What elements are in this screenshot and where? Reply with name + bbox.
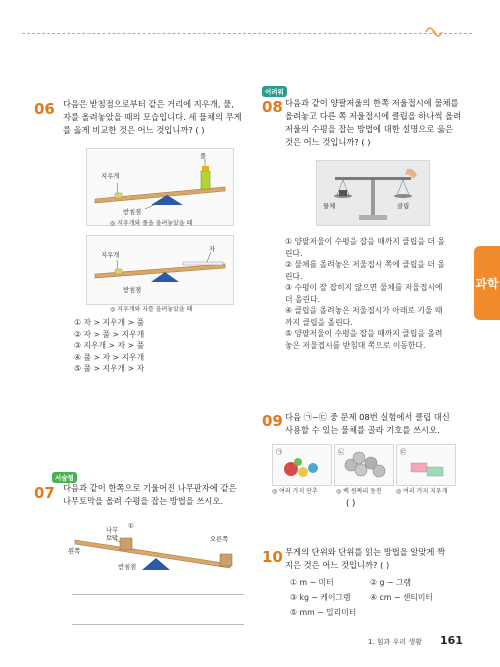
- q06-figure1-caption: ◎ 지우개와 풀을 올려놓았을 때: [110, 220, 193, 227]
- eraser-label: 지우개: [101, 252, 120, 259]
- q07-tag-badge: 서술형: [52, 472, 77, 483]
- q06-text-line1: 다음은 받침점으로부터 같은 거리에 지우개, 풀,: [63, 99, 234, 109]
- q06-figure2-caption: ◎ 지우개와 자를 올려놓았을 때: [110, 306, 193, 313]
- seesaw-glue-eraser-drawing: [87, 149, 233, 225]
- q10-text-line2: 지은 것은 어느 것입니까? ( ): [285, 560, 390, 570]
- q09-text-line2: 사용할 수 있는 물체를 골라 기호를 쓰시오.: [285, 425, 440, 435]
- q06-text-line3: 를 옳게 비교한 것은 어느 것입니까? ( ): [63, 125, 205, 135]
- q08-option-3-line1: ③ 수평이 잘 잡히지 않으면 물체를 저울접시에: [285, 283, 443, 292]
- clip-label: 클립: [397, 203, 410, 210]
- q08-option-1-line2: 린다.: [285, 248, 303, 258]
- q09-caption-2: ◎ 백 원짜리 동전: [336, 488, 382, 495]
- q06-option-3[interactable]: ③ 지우개 > 자 > 풀: [74, 341, 145, 350]
- q08-number: 08: [262, 98, 283, 116]
- q08-option-1-line1: ① 양팔저울이 수평을 잡을 때까지 클립을 더 올: [285, 237, 445, 246]
- q07-figure: [60, 516, 240, 576]
- q10-text-line1: 무게의 단위와 단위를 읽는 방법을 알맞게 짝: [285, 547, 446, 557]
- glue-label: 풀: [200, 153, 207, 160]
- q08-option-2-line1: ② 물체를 올려놓은 저울접시 쪽에 클립을 더 올: [285, 260, 445, 269]
- right-label: 오른쪽: [210, 536, 229, 543]
- q09-item-coins[interactable]: [334, 444, 394, 486]
- q09-caption-3: ◎ 여러 가지 지우개: [396, 488, 448, 495]
- ruler-label: 자: [209, 246, 216, 253]
- q08-option-2-line2: 린다.: [285, 271, 303, 281]
- q06-option-2[interactable]: ② 자 > 풀 > 지우개: [74, 329, 145, 339]
- tilted-plank-drawing: [60, 516, 240, 576]
- subject-side-tab: 과학: [474, 246, 500, 320]
- item-mark: ㉡: [338, 449, 345, 456]
- fulcrum-label: 받침점: [118, 564, 137, 571]
- fulcrum-label: 받침점: [123, 287, 142, 294]
- q06-text-line2: 자를 올려놓았을 때의 모습입니다. 세 물체의 무게: [63, 112, 242, 122]
- q08-tag-badge: 어려워: [262, 86, 287, 97]
- q06-option-4[interactable]: ④ 풀 > 자 > 지우개: [74, 352, 145, 362]
- q08-option-5-line2: 놓은 저울접시를 받침대 쪽으로 이동한다.: [285, 340, 426, 350]
- q09-item-erasers[interactable]: [396, 444, 456, 486]
- q06-figure2: [86, 235, 234, 305]
- block-label-line1: 나무: [106, 527, 119, 534]
- q10-option-1[interactable]: ① m − 미터: [290, 578, 334, 587]
- q10-option-5[interactable]: ⑤ mm − 밀리미터: [290, 608, 357, 617]
- eraser-label: 지우개: [101, 173, 120, 180]
- circle-mark: ①: [128, 523, 134, 530]
- left-label: 왼쪽: [68, 548, 81, 555]
- q10-number: 10: [262, 548, 283, 566]
- chapter-title: 1. 힘과 우리 생활: [368, 638, 422, 646]
- q07-answer-line1[interactable]: [72, 594, 244, 595]
- q06-options: [74, 317, 144, 375]
- balance-scale-drawing: [317, 161, 429, 225]
- item-mark: ㉠: [276, 449, 283, 456]
- q08-option-4-line2: 까지 클립을 올린다.: [285, 317, 353, 327]
- q08-text-line1: 다음과 같이 양팔저울의 한쪽 저울접시에 물체를: [285, 98, 459, 108]
- q08-option-2[interactable]: [285, 259, 445, 282]
- q08-text-line3: 저울의 수평을 잡는 방법에 대한 설명으로 옳은: [285, 124, 454, 134]
- q08-option-5[interactable]: [285, 328, 445, 351]
- fulcrum-label: 받침점: [123, 209, 142, 216]
- q08-option-1[interactable]: [285, 236, 445, 259]
- q08-option-4-line1: ④ 클립을 올려놓은 저울접시가 아래로 기울 때: [285, 306, 443, 315]
- q09-text-line1: 다음 ㉠~㉢ 중 문제 08번 실험에서 클립 대신: [285, 412, 450, 422]
- q09-caption-1: ◎ 여러 가지 단추: [272, 488, 318, 495]
- q06-option-1[interactable]: ① 자 > 지우개 > 풀: [74, 318, 145, 327]
- q08-option-4[interactable]: [285, 305, 445, 328]
- q08-figure: [316, 160, 430, 226]
- q10-option-2[interactable]: ② g − 그램: [370, 578, 411, 587]
- q08-option-3[interactable]: [285, 282, 445, 305]
- q08-text-line2: 올려놓고 다른 쪽 저울접시에 클립을 하나씩 올려: [285, 111, 462, 121]
- block-label-line2: 토막: [106, 535, 119, 542]
- q09-answer-blank[interactable]: ( ): [346, 499, 356, 509]
- item-mark: ㉢: [400, 449, 407, 456]
- q07-text-line2: 나무토막을 올려 수평을 잡는 방법을 쓰시오.: [63, 496, 224, 506]
- q09-items: [272, 444, 452, 500]
- q10-option-3[interactable]: ③ kg − 케이그램: [290, 593, 351, 602]
- q08-option-5-line1: ⑤ 양팔저울이 수평을 잡을 때까지 클립을 올려: [285, 329, 443, 338]
- page-number: 161: [440, 634, 463, 647]
- q06-option-5[interactable]: ⑤ 풀 > 지우개 > 자: [74, 364, 145, 373]
- q08-option-3-line2: 더 올린다.: [285, 294, 321, 304]
- swirl-ornament-icon: [424, 24, 446, 40]
- q08-options: [285, 236, 445, 351]
- q07-text-line1: 다음과 같이 한쪽으로 기울어진 나무판자에 같은: [63, 483, 237, 493]
- top-dashed-line: [22, 33, 472, 34]
- q07-answer-line2[interactable]: [72, 624, 244, 625]
- q06-number: 06: [34, 100, 55, 118]
- q09-item-buttons[interactable]: [272, 444, 332, 486]
- q10-option-4[interactable]: ④ cm − 센티미터: [370, 593, 433, 602]
- q06-figure1: [86, 148, 234, 226]
- q09-number: 09: [262, 412, 283, 430]
- object-label: 물체: [323, 203, 336, 210]
- q08-text-line4: 것은 어느 것입니까? ( ): [285, 137, 371, 147]
- q07-number: 07: [34, 484, 55, 502]
